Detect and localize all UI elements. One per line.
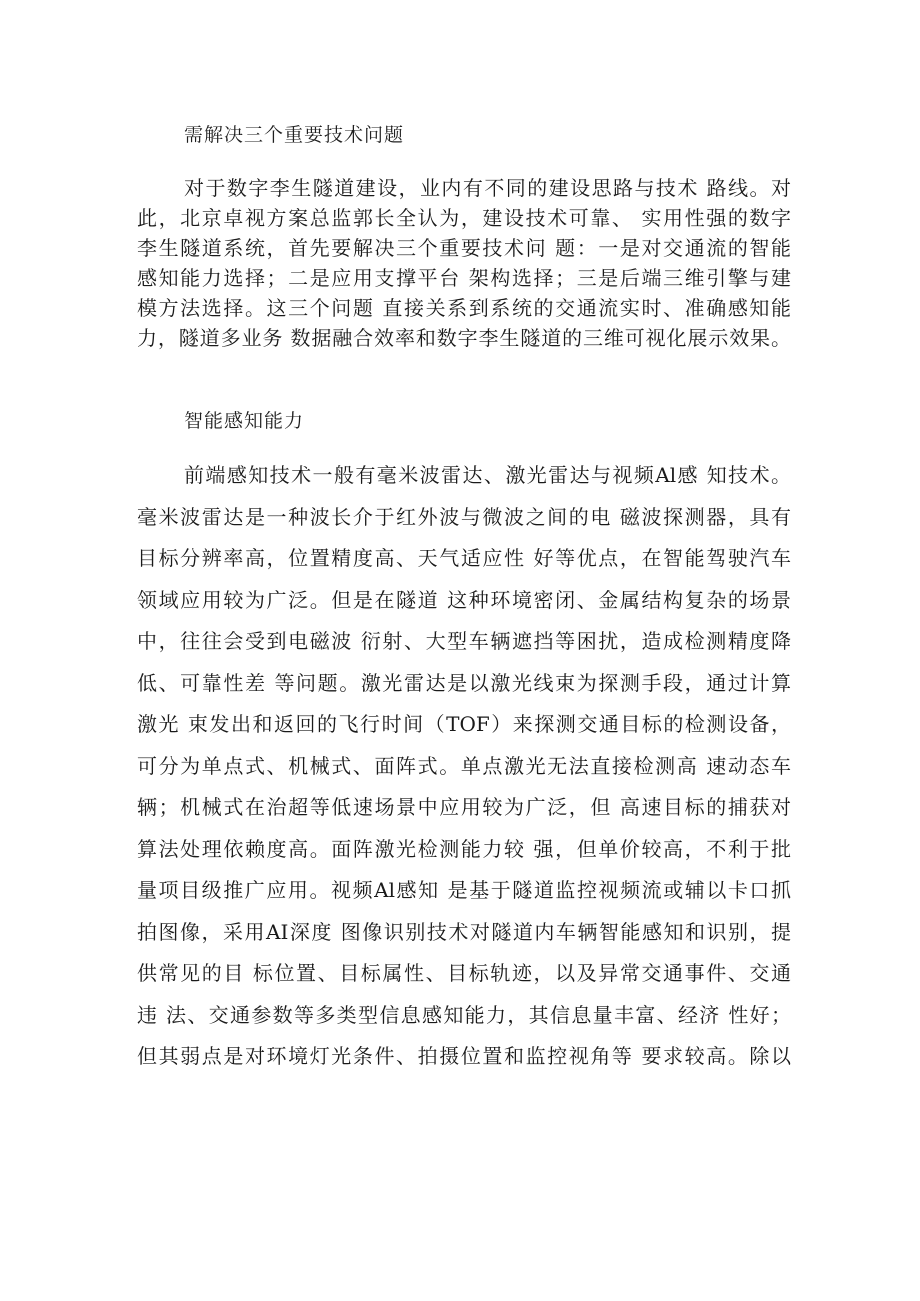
paragraph-line: 拍图像，采用AI深度 图像识别技术对隧道内车辆智能感知和识别，提 — [137, 919, 791, 944]
paragraph-line: 李生隧道系统，首先要解决三个重要技术问 题：一是对交通流的智能 — [137, 236, 791, 260]
paragraph-technical-issues — [137, 173, 791, 353]
paragraph-line: 前端感知技术一般有毫米波雷达、激光雷达与视频Al感 知技术。 — [184, 463, 791, 487]
paragraph-line: 供常见的目 标位置、目标属性、目标轨迹，以及异常交通事件、交通 — [137, 961, 791, 985]
paragraph-line: 激光 束发出和返回的飞行时间（TOF）来探测交通目标的检测设备， — [137, 712, 791, 736]
section-heading-technical-issues: 需解决三个重要技术问题 — [184, 124, 405, 146]
paragraph-line: 此，北京卓视方案总监郭长全认为，建设技术可靠、 实用性强的数字 — [137, 206, 791, 230]
paragraph-line: 感知能力选择；二是应用支撑平台 架构选择；三是后端三维引擎与建 — [137, 266, 791, 290]
paragraph-line: 违 法、交通参数等多类型信息感知能力，其信息量丰富、经济 性好； — [137, 1002, 791, 1027]
paragraph-line: 但其弱点是对环境灯光条件、拍摄位置和监控视角等 要求较高。除以 — [137, 1044, 791, 1068]
paragraph-line: 量项目级推广应用。视频Al感知 是基于隧道监控视频流或辅以卡口抓 — [137, 878, 791, 902]
paragraph-line: 毫米波雷达是一种波长介于红外波与微波之间的电 磁波探测器，具有 — [137, 504, 791, 529]
paragraph-smart-perception — [137, 455, 791, 1078]
paragraph-line: 中，往往会受到电磁波 衍射、大型车辆遮挡等困扰，造成检测精度降 — [137, 629, 791, 653]
paragraph-line: 对于数字李生隧道建设，业内有不同的建设思路与技术 路线。对 — [184, 176, 791, 200]
paragraph-line: 模方法选择。这三个问题 直接关系到系统的交通流实时、准确感知能 — [137, 296, 791, 320]
paragraph-line: 算法处理依赖度高。面阵激光检测能力较 强，但单价较高，不利于批 — [137, 836, 791, 861]
paragraph-line: 力，隧道多业务 数据融合效率和数字李生隧道的三维可视化展示效果。 — [137, 326, 791, 350]
paragraph-line: 可分为单点式、机械式、面阵式。单点激光无法直接检测高 速动态车 — [137, 753, 791, 778]
paragraph-line: 领域应用较为广泛。但是在隧道 这种环境密闭、金属结构复杂的场景 — [137, 587, 791, 612]
paragraph-line: 辆；机械式在治超等低速场景中应用较为广泛，但 高速目标的捕获对 — [137, 795, 791, 819]
section-heading-smart-perception: 智能感知能力 — [184, 410, 305, 432]
paragraph-line: 目标分辨率高，位置精度高、天气适应性 好等优点，在智能驾驶汽车 — [137, 546, 791, 570]
paragraph-line: 低、可靠性差 等问题。激光雷达是以激光线束为探测手段，通过计算 — [137, 670, 791, 695]
